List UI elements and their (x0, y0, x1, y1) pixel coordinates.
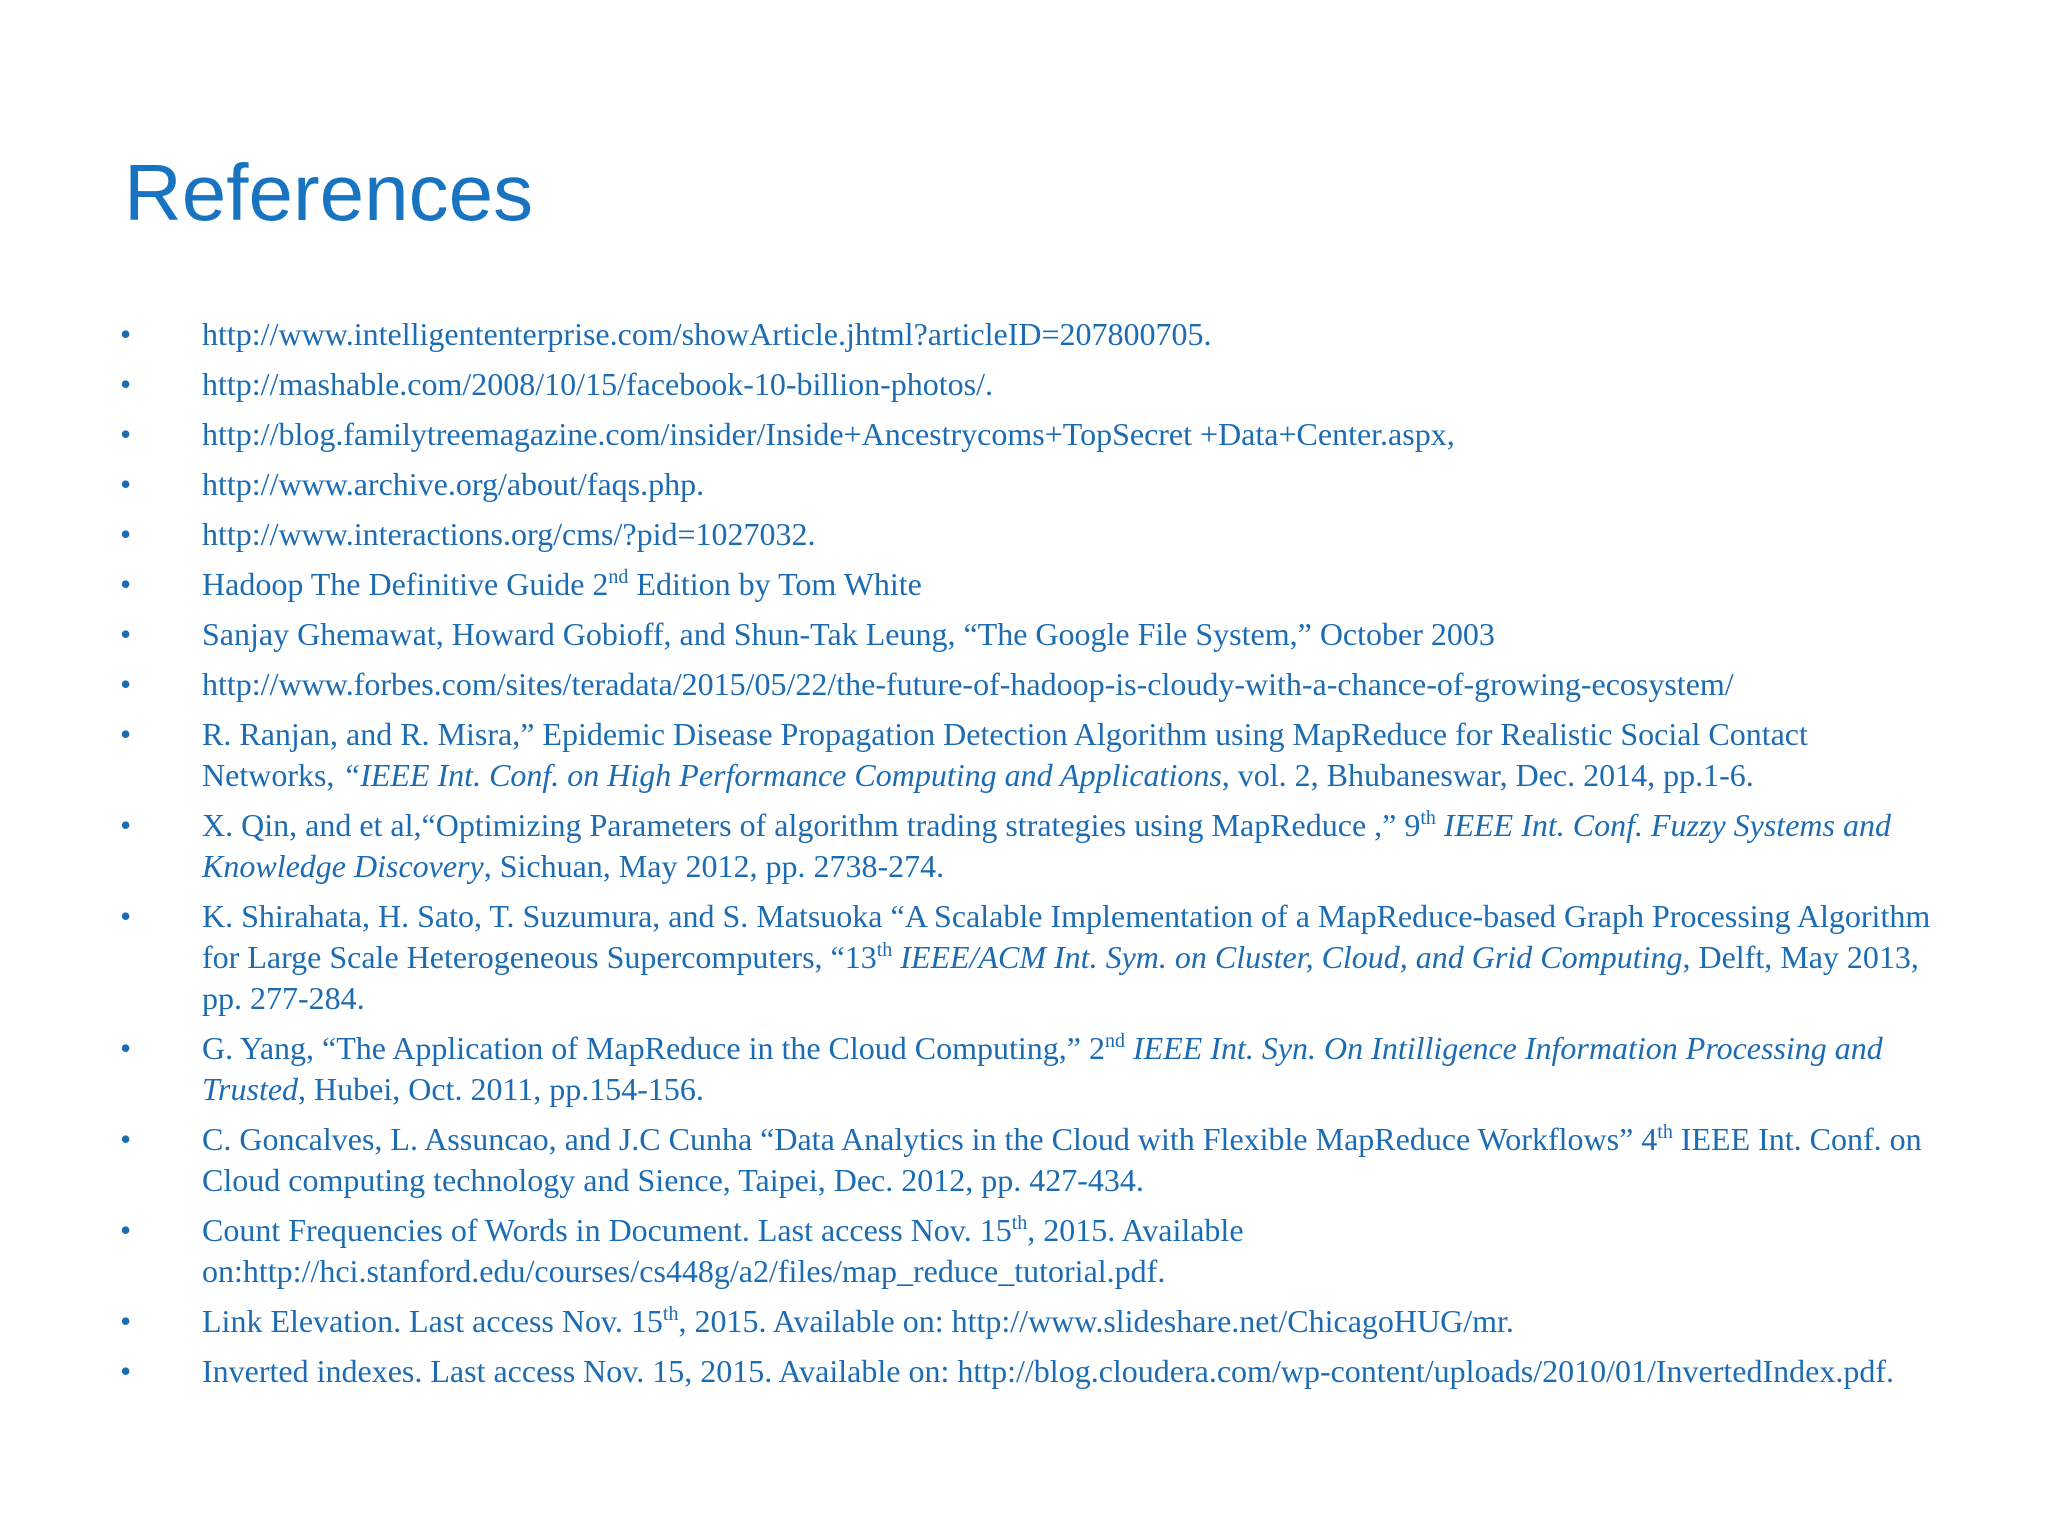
reference-superscript: nd (608, 566, 629, 588)
reference-segment: R. Ranjan, and R. Misra,” Epidemic Disease Propagation Detection Algorithm using MapReduce for Realistic Social Contact Networks, (202, 716, 1808, 793)
bullet-icon: • (120, 466, 132, 502)
reference-segment: http://mashable.com/2008/10/15/facebook-10-billion-photos/. (202, 366, 993, 402)
reference-item (118, 714, 1948, 796)
reference-italic-segment: IEEE/ACM Int. Sym. on Cluster, Cloud, and Grid Computing (900, 939, 1683, 975)
reference-segment: , Delft, May 2013, pp. 277-284. (202, 939, 1919, 1016)
reference-text (202, 1030, 1883, 1107)
reference-segment: , 2015. Available on: http://www.slideshare.net/ChicagoHUG/mr. (678, 1303, 1514, 1339)
reference-superscript: th (662, 1303, 679, 1325)
reference-text (202, 566, 922, 602)
reference-segment: http://blog.familytreemagazine.com/insider/Inside+Ancestrycoms+TopSecret +Data+Center.aspx, (202, 416, 1455, 452)
reference-text (202, 616, 1495, 652)
reference-item (118, 514, 1948, 555)
slide-title: References (124, 148, 534, 237)
bullet-icon: • (120, 898, 132, 934)
reference-item (118, 314, 1948, 355)
reference-item (118, 614, 1948, 655)
reference-text (202, 366, 993, 402)
reference-text (202, 316, 1212, 352)
reference-item (118, 1119, 1948, 1201)
reference-segment: http://www.forbes.com/sites/teradata/2015/05/22/the-future-of-hadoop-is-cloudy-with-a-chance-of-growing-ecosystem/ (202, 666, 1734, 702)
reference-text (202, 716, 1808, 793)
reference-segment: http://www.archive.org/about/faqs.php. (202, 466, 705, 502)
reference-segment: , Hubei, Oct. 2011, pp.154-156. (298, 1071, 704, 1107)
reference-item (118, 414, 1948, 455)
reference-segment: K. Shirahata, H. Sato, T. Suzumura, and S. Matsuoka “A Scalable Implementation of a MapReduce-based Graph Processing Algorithm for Large Scale Heterogeneous Supercomputers, “13 (202, 898, 1931, 975)
bullet-icon: • (120, 1212, 132, 1248)
reference-text (202, 1353, 1894, 1389)
reference-text (202, 416, 1455, 452)
reference-segment: , vol. 2, Bhubaneswar, Dec. 2014, pp.1-6. (1221, 757, 1754, 793)
bullet-icon: • (120, 1353, 132, 1389)
reference-segment: IEEE Int. Conf. on Cloud computing technology and Sience, Taipei, Dec. 2012, pp. 427-434. (202, 1121, 1922, 1198)
reference-segment: C. Goncalves, L. Assuncao, and J.C Cunha “Data Analytics in the Cloud with Flexible MapReduce Workflows” 4 (202, 1121, 1658, 1157)
reference-italic-segment: IEEE Int. Conf. Fuzzy Systems and Knowledge Discovery (202, 807, 1891, 884)
reference-item (118, 1351, 1948, 1392)
reference-superscript: th (1657, 1121, 1673, 1143)
reference-superscript: th (1420, 807, 1436, 829)
reference-segment: , Sichuan, May 2012, pp. 2738-274. (483, 848, 945, 884)
bullet-icon: • (120, 807, 132, 843)
reference-text (202, 807, 1891, 884)
reference-segment: Sanjay Ghemawat, Howard Gobioff, and Shun-Tak Leung, “The Google File System,” October 2003 (202, 616, 1495, 652)
reference-text (202, 1121, 1922, 1198)
reference-item (118, 564, 1948, 605)
reference-item (118, 364, 1948, 405)
reference-text (202, 1212, 1244, 1289)
reference-text (202, 666, 1734, 702)
bullet-icon: • (120, 1303, 132, 1339)
reference-segment: Hadoop The Definitive Guide 2 (202, 566, 609, 602)
reference-segment: Inverted indexes. Last access Nov. 15, 2015. Available on: http://blog.cloudera.com/wp-content/uploads/2010/01/InvertedIndex.pdf. (202, 1353, 1895, 1389)
reference-superscript: th (1011, 1212, 1028, 1234)
bullet-icon: • (120, 716, 132, 752)
reference-text (202, 466, 704, 502)
reference-item (118, 896, 1948, 1019)
bullet-icon: • (120, 616, 132, 652)
reference-segment: G. Yang, “The Application of MapReduce in the Cloud Computing,” 2 (202, 1030, 1105, 1066)
reference-item (118, 1301, 1948, 1342)
reference-segment: , 2015. Available on:http://hci.stanford.edu/courses/cs448g/a2/files/map_reduce_tutorial.pdf. (202, 1212, 1244, 1289)
bullet-icon: • (120, 316, 132, 352)
reference-list (118, 314, 1948, 1401)
reference-superscript: nd (1105, 1030, 1125, 1052)
reference-text (202, 516, 816, 552)
reference-italic-segment: “IEEE Int. Conf. on High Performance Computing and Applications (342, 757, 1222, 793)
reference-segment: X. Qin, and et al,“Optimizing Parameters of algorithm trading strategies using MapReduce ,” 9 (202, 807, 1421, 843)
reference-text (202, 1303, 1514, 1339)
reference-item (118, 464, 1948, 505)
reference-segment: Edition by Tom White (628, 566, 922, 602)
bullet-icon: • (120, 416, 132, 452)
reference-item (118, 805, 1948, 887)
bullet-icon: • (120, 516, 132, 552)
bullet-icon: • (120, 1121, 132, 1157)
bullet-icon: • (120, 366, 132, 402)
reference-italic-segment: IEEE Int. Syn. On Intilligence Information Processing and Trusted (202, 1030, 1883, 1107)
reference-segment (1125, 1030, 1133, 1066)
reference-segment (1436, 807, 1444, 843)
reference-item (118, 1210, 1948, 1292)
reference-segment: http://www.intelligententerprise.com/showArticle.jhtml?articleID=207800705. (202, 316, 1212, 352)
reference-superscript: th (876, 939, 893, 961)
bullet-icon: • (120, 666, 132, 702)
bullet-icon: • (120, 1030, 132, 1066)
reference-item (118, 1028, 1948, 1110)
reference-segment: Link Elevation. Last access Nov. 15 (202, 1303, 663, 1339)
reference-segment: http://www.interactions.org/cms/?pid=1027032. (202, 516, 816, 552)
reference-segment: Count Frequencies of Words in Document. Last access Nov. 15 (202, 1212, 1012, 1248)
bullet-icon: • (120, 566, 132, 602)
reference-item (118, 664, 1948, 705)
reference-text (202, 898, 1930, 1016)
